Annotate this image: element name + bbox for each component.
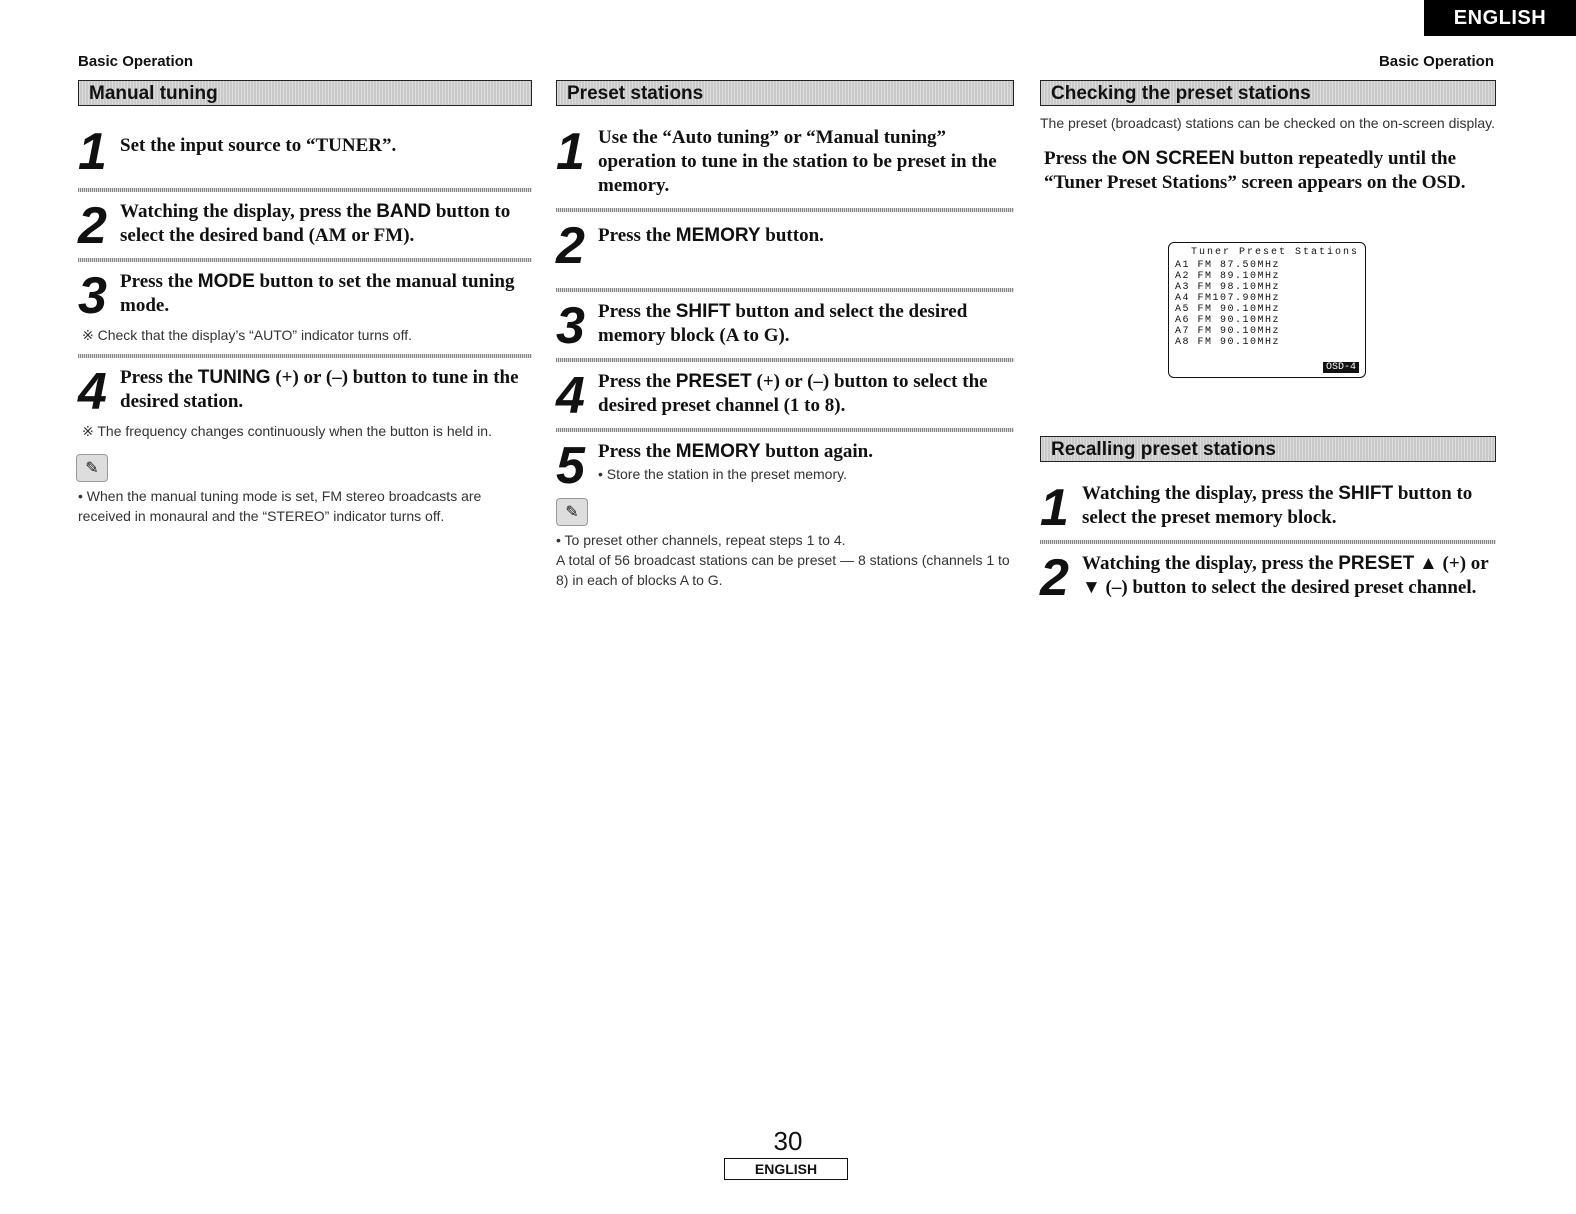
intro-text: The preset (broadcast) stations can be checked on the on-screen display. xyxy=(1040,115,1495,131)
step-4 xyxy=(78,363,532,421)
divider xyxy=(78,354,532,358)
step-2 xyxy=(556,217,1014,278)
section-title: Recalling preset stations xyxy=(1040,436,1496,462)
step-text: Set the input source to “TUNER”. xyxy=(120,135,397,156)
step-note: ※ Check that the display’s “AUTO” indicator turns off. xyxy=(82,327,412,343)
header-left: Basic Operation xyxy=(78,53,194,70)
osd-screen xyxy=(1168,242,1366,378)
recalling-section xyxy=(1040,436,1496,607)
section-title: Manual tuning xyxy=(78,80,532,106)
osd-row: A6 FM 90.10MHz xyxy=(1175,315,1281,326)
step-text: Watching the display, press the PRESET ▲ (+) or ▼ (–) button to select the desired preset channel. xyxy=(1082,553,1489,598)
step-text: Watching the display, press the SHIFT button to select the preset memory block. xyxy=(1082,483,1473,528)
osd-row: A8 FM 90.10MHz xyxy=(1175,337,1281,348)
osd-row: A2 FM 89.10MHz xyxy=(1175,271,1281,282)
step-number: 3 xyxy=(78,267,107,325)
preset-stations-section xyxy=(556,80,1014,590)
pencil-icon: ✎ xyxy=(76,454,108,482)
step-number: 1 xyxy=(78,123,107,181)
step-number: 5 xyxy=(556,437,585,495)
checking-section xyxy=(1040,80,1496,607)
step-5 xyxy=(556,437,1014,495)
section-title: Checking the preset stations xyxy=(1040,80,1496,106)
divider xyxy=(556,208,1014,212)
osd-row: A7 FM 90.10MHz xyxy=(1175,326,1281,337)
divider xyxy=(556,428,1014,432)
header-right: Basic Operation xyxy=(1378,53,1494,70)
step-text: Press the MEMORY button again. xyxy=(598,441,873,462)
step-text: Watching the display, press the BAND button to select the desired band (AM or FM). xyxy=(120,201,511,246)
osd-row: A1 FM 87.50MHz xyxy=(1175,260,1281,271)
step-number: 4 xyxy=(556,367,585,425)
osd-row: A4 FM107.90MHz xyxy=(1175,293,1281,304)
divider xyxy=(78,258,532,262)
step-3 xyxy=(78,267,532,325)
osd-tag: OSD-4 xyxy=(1323,362,1359,373)
step-1 xyxy=(78,123,532,181)
step-3 xyxy=(556,297,1014,355)
step-text: Press the MEMORY button. xyxy=(598,225,824,246)
footnote: • To preset other channels, repeat steps 1 to 4. xyxy=(556,532,846,548)
divider xyxy=(556,288,1014,292)
step-number: 2 xyxy=(1040,549,1069,607)
step-text: Press the SHIFT button and select the desired memory block (A to G). xyxy=(598,301,968,346)
osd-row: A3 FM 98.10MHz xyxy=(1175,282,1281,293)
step-note: • Store the station in the preset memory. xyxy=(598,466,847,482)
step-text: Press the PRESET (+) or (–) button to select the desired preset channel (1 to 8). xyxy=(598,371,988,416)
step-1 xyxy=(556,123,1014,198)
step-number: 4 xyxy=(78,363,107,421)
osd-row: A5 FM 90.10MHz xyxy=(1175,304,1281,315)
manual-tuning-section xyxy=(78,80,532,526)
footnote: A total of 56 broadcast stations can be preset — 8 stations (channels 1 to 8) in each of blocks A to G. xyxy=(556,552,1010,588)
step-number: 1 xyxy=(556,123,585,181)
divider xyxy=(556,358,1014,362)
step-2 xyxy=(78,197,532,255)
divider xyxy=(78,188,532,192)
step-1 xyxy=(1040,479,1496,537)
footer-language: ENGLISH xyxy=(724,1158,848,1180)
section-title: Preset stations xyxy=(556,80,1014,106)
pencil-icon: ✎ xyxy=(556,498,588,526)
step-text: Press the TUNING (+) or (–) button to tune in the desired station. xyxy=(120,367,519,412)
step-number: 3 xyxy=(556,297,585,355)
instruction-text: Press the ON SCREEN button repeatedly until the “Tuner Preset Stations” screen appears on the OSD. xyxy=(1044,148,1466,193)
step-note: ※ The frequency changes continuously when the button is held in. xyxy=(82,423,492,439)
step-number: 2 xyxy=(78,197,107,255)
step-4 xyxy=(556,367,1014,425)
page-number: 30 xyxy=(773,1126,803,1156)
step-text: Press the MODE button to set the manual tuning mode. xyxy=(120,271,515,316)
step-number: 1 xyxy=(1040,479,1069,537)
step-number: 2 xyxy=(556,217,585,275)
footnote: • When the manual tuning mode is set, FM stereo broadcasts are received in monaural and the “STEREO” indicator turns off. xyxy=(78,488,482,524)
divider xyxy=(1040,540,1496,544)
language-tab: ENGLISH xyxy=(1424,0,1576,36)
step-text: Use the “Auto tuning” or “Manual tuning” operation to tune in the station to be preset in the memory. xyxy=(598,127,997,196)
step-2 xyxy=(1040,549,1496,607)
osd-title: Tuner Preset Stations xyxy=(1190,247,1359,258)
